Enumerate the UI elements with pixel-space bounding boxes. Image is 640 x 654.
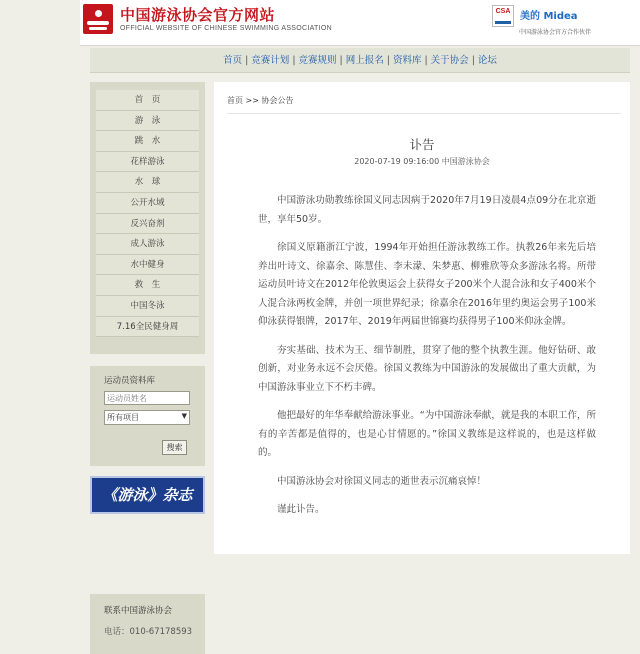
midea-brand: 美的 Midea bbox=[520, 11, 578, 22]
article-paragraph: 谨此讣告。 bbox=[277, 504, 325, 515]
article-paragraph: 他把最好的年华奉献给游泳事业。“为中国游泳奉献，就是我的本职工作，所有的辛苦都是值得的，也是心甘情愿的。”徐国义教练是这样说的，也是这样做的。 bbox=[258, 410, 596, 458]
event-select-value: 所有项目 bbox=[107, 413, 139, 422]
sidebar-item-aqua-fitness[interactable]: 水中健身 bbox=[96, 255, 199, 276]
sidebar bbox=[90, 82, 205, 637]
sidebar-item-water-polo[interactable]: 水 球 bbox=[96, 172, 199, 193]
site-header bbox=[80, 0, 640, 46]
article-paragraph: 徐国义原籍浙江宁波，1994年开始担任游泳教练工作。执教26年来先后培养出叶诗文、徐嘉余、陈慧佳、李未濛、朱梦惠、柳雅欣等众多游泳名将。所带运动员叶诗文在2012年伦敦奥运会上获得女子200米个人混合泳和女子400米个人混合泳两枚金牌，并创一项世界纪录；徐嘉余在2016年里约奥运会男子100米仰泳获得银牌，2017年、2019年两届世锦赛均获得男子100米仰泳金牌。 bbox=[258, 242, 596, 327]
sidebar-item-swimming[interactable]: 游 泳 bbox=[96, 111, 199, 132]
event-select[interactable] bbox=[104, 410, 190, 425]
sidebar-item-home[interactable]: 首 页 bbox=[96, 90, 199, 111]
site-subtitle: OFFICIAL WEBSITE OF CHINESE SWIMMING ASSOCIATION bbox=[120, 25, 332, 32]
contact-phone: 电话：010-67178593 bbox=[104, 627, 193, 637]
nav-separator: | bbox=[245, 55, 249, 66]
breadcrumb-current[interactable]: 协会公告 bbox=[261, 96, 294, 105]
main-content bbox=[214, 82, 630, 554]
sidebar-item-fitness-week[interactable]: 7.16全民健身周 bbox=[96, 317, 199, 338]
magazine-banner[interactable]: 《游泳》杂志 bbox=[90, 476, 205, 514]
nav-item-online-registration[interactable]: 网上报名 bbox=[345, 55, 384, 66]
nav-separator: | bbox=[339, 55, 343, 66]
breadcrumb bbox=[227, 95, 294, 106]
nav-item-about[interactable]: 关于协会 bbox=[430, 55, 469, 66]
csa-logo-icon: CSA bbox=[492, 5, 514, 27]
sidebar-item-winter-swimming[interactable]: 中国冬泳 bbox=[96, 296, 199, 317]
article-paragraph: 中国游泳功勋教练徐国义同志因病于2020年7月19日凌晨4点09分在北京逝世，享年50岁。 bbox=[258, 195, 596, 225]
contact-panel bbox=[90, 594, 205, 654]
nav-item-database[interactable]: 资料库 bbox=[392, 55, 422, 66]
breadcrumb-separator: >> bbox=[245, 96, 259, 105]
article-body bbox=[258, 192, 596, 530]
athlete-search-title: 运动员资料库 bbox=[104, 376, 156, 386]
sidebar-item-lifesaving[interactable]: 救 生 bbox=[96, 275, 199, 296]
article-title: 讣告 bbox=[409, 137, 435, 152]
nav-separator: | bbox=[424, 55, 428, 66]
sidebar-menu bbox=[90, 82, 205, 354]
contact-title: 联系中国游泳协会 bbox=[104, 606, 173, 616]
article-paragraph: 夯实基础、技术为王、细节制胜，贯穿了他的整个执教生涯。他好钻研、敢创新，对业务永远不会厌倦。徐国义教练为中国游泳的发展做出了重大贡献，为中国游泳事业立下不朽丰碑。 bbox=[258, 344, 596, 393]
site-title[interactable]: 中国游泳协会官方网站 bbox=[120, 6, 276, 24]
nav-separator: | bbox=[471, 55, 475, 66]
nav-item-competition-rules[interactable]: 竞赛规则 bbox=[298, 55, 337, 66]
sponsor-text: 中国游泳协会官方合作伙伴 bbox=[519, 29, 592, 36]
sidebar-item-synchronized-swimming[interactable]: 花样游泳 bbox=[96, 152, 199, 173]
nav-separator: | bbox=[386, 55, 390, 66]
sidebar-item-adult-swimming[interactable]: 成人游泳 bbox=[96, 234, 199, 255]
nav-separator: | bbox=[292, 55, 296, 66]
nav-item-competition-plan[interactable]: 竞赛计划 bbox=[251, 55, 290, 66]
sidebar-item-open-water[interactable]: 公开水域 bbox=[96, 193, 199, 214]
search-button[interactable]: 搜索 bbox=[162, 440, 187, 455]
athlete-search-panel bbox=[90, 366, 205, 466]
swimming-logo-icon[interactable] bbox=[83, 4, 113, 34]
athlete-name-input[interactable] bbox=[104, 391, 190, 405]
sponsor-banner[interactable] bbox=[492, 5, 632, 39]
article-meta: 2020-07-19 09:16:00 中国游泳协会 bbox=[354, 157, 490, 166]
nav-item-forum[interactable]: 论坛 bbox=[477, 55, 497, 66]
sidebar-item-diving[interactable]: 跳 水 bbox=[96, 131, 199, 152]
article-paragraph: 中国游泳协会对徐国义同志的逝世表示沉痛哀悼！ bbox=[277, 475, 487, 487]
sidebar-item-anti-doping[interactable]: 反兴奋剂 bbox=[96, 214, 199, 235]
main-nav bbox=[90, 48, 630, 73]
nav-item-home[interactable]: 首页 bbox=[223, 55, 243, 66]
chevron-down-icon: ▼ bbox=[181, 412, 187, 420]
divider bbox=[227, 113, 621, 114]
breadcrumb-home[interactable]: 首页 bbox=[227, 96, 243, 105]
